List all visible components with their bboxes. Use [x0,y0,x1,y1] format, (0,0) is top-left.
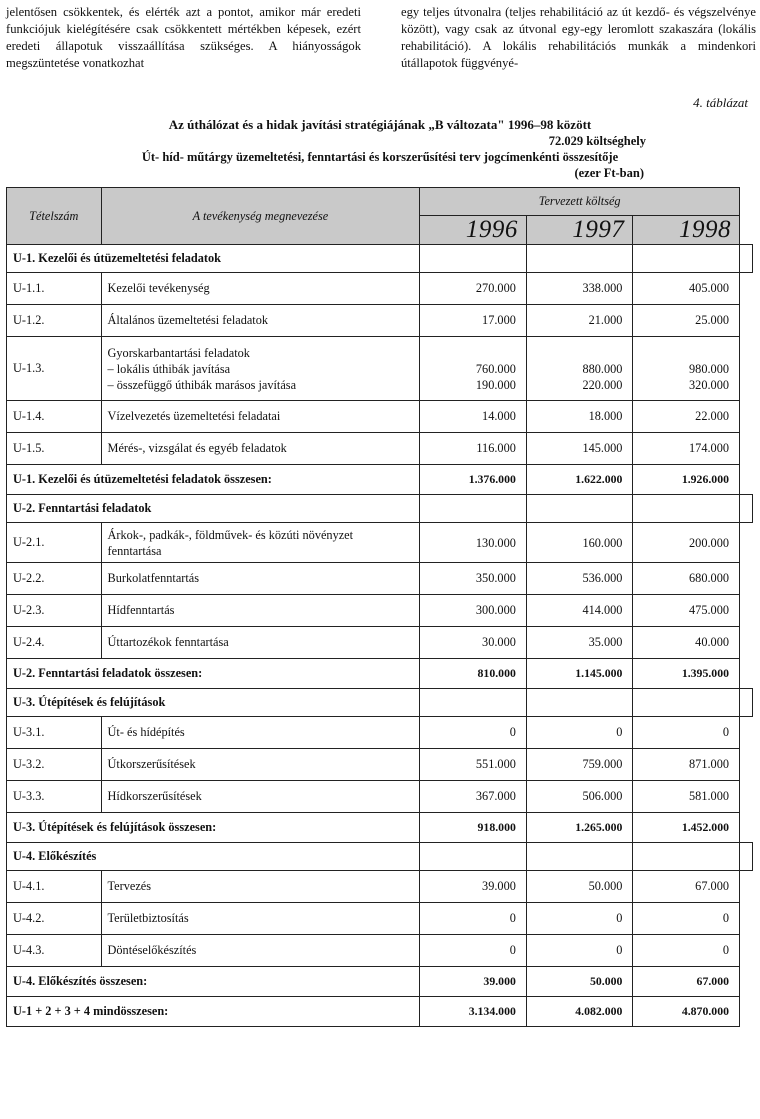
total-value: 1.145.000 [526,659,633,689]
section-header-row [7,689,753,717]
cost-value: 0 [509,942,516,957]
table-row [7,717,753,749]
activity-name [101,563,420,595]
cost-value: 0 [722,942,729,957]
total-label: U-1. Kezelői és útüzemeltetési feladatok összesen: [7,465,420,495]
cost-value: 25.000 [695,312,729,327]
activity-name [101,273,420,305]
cost-value: 0 [722,910,729,925]
header-activity: A tevékenység megnevezése [101,188,420,245]
section-total-row [7,967,753,997]
table-row [7,871,753,903]
item-code: U-1.3. [7,337,102,401]
item-code: U-3.3. [7,781,102,813]
cost-cell [633,337,740,401]
cost-value: 200.000 [689,535,729,550]
cost-cell [420,523,527,563]
cost-value: 581.000 [689,788,729,803]
table-body [7,245,753,1027]
cost-cell [420,935,527,967]
activity-line: Burkolatfenntartás [107,571,200,585]
cost-cell [526,305,633,337]
cost-cell [420,781,527,813]
table-title: Az úthálózat és a hidak javítási stratégiájának „B változata" 1996–98 között [168,117,592,132]
item-code: U-2.1. [7,523,102,563]
table-row [7,523,753,563]
header-year: 1997 [526,216,633,245]
cost-cell [526,337,633,401]
grand-total-row [7,997,753,1027]
empty-cell [740,689,753,717]
cost-cell [420,595,527,627]
cost-cell [633,903,740,935]
activity-name [101,935,420,967]
empty-cell [526,843,633,871]
cost-cell [633,627,740,659]
cost-cell [526,717,633,749]
cost-value: 17.000 [482,312,516,327]
header-item: Tételszám [7,188,102,245]
item-code: U-4.1. [7,871,102,903]
grand-total-value: 3.134.000 [420,997,527,1027]
activity-line: Döntéselőkészítés [107,943,197,957]
cost-cell [633,273,740,305]
cost-value [639,345,729,361]
table-row [7,433,753,465]
body-text [6,4,756,72]
activity-line: Kezelői tevékenység [107,281,210,295]
cost-value: 220.000 [582,377,623,392]
cost-cell [420,305,527,337]
text-column-right [401,4,756,72]
cost-cell [526,273,633,305]
total-value: 810.000 [420,659,527,689]
section-title: U-1. Kezelői és útüzemeltetési feladatok [7,245,420,273]
cost-cell [420,903,527,935]
cost-value: 475.000 [689,602,729,617]
cost-value: 160.000 [582,535,623,550]
cost-value: 551.000 [475,756,516,771]
paragraph-left: jelentősen csökkentek, és elérték azt a pontot, amikor már eredeti funkciójuk kielégítésére csak csökkentett mértékben képesek, ezért eredeti állapotuk visszaállítása szükséges. A hiányosságok megszüntetése vonatkozhat [6,5,361,70]
item-code: U-2.3. [7,595,102,627]
total-value: 918.000 [420,813,527,843]
cost-value: 0 [509,724,516,739]
activity-name [101,871,420,903]
header-year: 1996 [420,216,527,245]
activity-name [101,595,420,627]
section-title: U-2. Fenntartási feladatok [7,495,420,523]
cost-value: 39.000 [482,878,516,893]
activity-name [101,305,420,337]
grand-total-label: U-1 + 2 + 3 + 4 mindösszesen: [7,997,420,1027]
paragraph-right: egy teljes útvonalra (teljes rehabilitáció az út kezdő- és végszelvénye között), vagy csak az útvonal egy-egy leromlott szakaszára (lokális rehabilitáció). A lokális rehabilitációs munkák a mindenkori útállapotok függvényé- [401,5,756,70]
cost-value: 980.000 [689,361,729,376]
cost-cell [633,717,740,749]
cost-value: 880.000 [582,361,623,376]
cost-cell [420,717,527,749]
empty-cell [740,245,753,273]
activity-name [101,627,420,659]
empty-cell [420,843,527,871]
item-code: U-3.2. [7,749,102,781]
activity-name [101,433,420,465]
cost-cell [633,749,740,781]
activity-line: Út- és hídépítés [107,725,185,739]
activity-line: – összefüggő úthibák marásos javítása [107,377,297,392]
total-value: 1.395.000 [633,659,740,689]
activity-line: Hídfenntartás [107,603,175,617]
cost-value: 18.000 [588,408,623,423]
cost-cell [526,563,633,595]
table-row [7,749,753,781]
activity-line: fenntartása [107,543,162,558]
section-header-row [7,843,753,871]
table-row [7,595,753,627]
cost-value: 414.000 [582,602,623,617]
empty-cell [740,843,753,871]
cost-value: 145.000 [582,440,623,455]
item-code: U-1.4. [7,401,102,433]
activity-line: Árkok-, padkák-, földművek- és közúti növényzet [107,527,354,542]
empty-cell [526,245,633,273]
activity-name [101,337,420,401]
item-code: U-3.1. [7,717,102,749]
cost-cell [420,871,527,903]
cost-cell [526,903,633,935]
cost-cell [633,563,740,595]
cost-value: 130.000 [475,535,516,550]
section-total-row [7,465,753,495]
cost-value: 536.000 [582,570,623,585]
cost-cell [420,433,527,465]
text-column-left [6,4,361,72]
cost-value: 22.000 [695,408,729,423]
section-total-row [7,659,753,689]
cost-value: 338.000 [582,280,623,295]
table-row [7,273,753,305]
cost-cell [420,401,527,433]
total-label: U-4. Előkészítés összesen: [7,967,420,997]
activity-line: Hídkorszerűsítések [107,789,202,803]
cost-cell [633,595,740,627]
cost-value: 0 [616,910,623,925]
header-year: 1998 [633,216,740,245]
cost-value: 506.000 [582,788,623,803]
activity-line: Területbiztosítás [107,911,189,925]
total-value: 67.000 [633,967,740,997]
cost-value: 759.000 [582,756,623,771]
activity-line: Útkorszerűsítések [107,757,196,771]
table-unit: (ezer Ft-ban) [574,166,644,180]
cost-value: 67.000 [695,878,729,893]
total-label: U-3. Útépítések és felújítások összesen: [7,813,420,843]
cost-value: 21.000 [588,312,623,327]
table-row [7,903,753,935]
cost-cell [633,523,740,563]
cost-value [533,345,623,361]
cost-value: 760.000 [475,361,516,376]
activity-line: Tervezés [107,879,152,893]
cost-value: 270.000 [475,280,516,295]
empty-cell [633,245,740,273]
cost-cell [420,563,527,595]
cost-cell [633,433,740,465]
cost-cell [526,595,633,627]
cost-value: 116.000 [476,440,516,455]
table-row [7,337,753,401]
cost-value: 0 [616,942,623,957]
activity-line: Általános üzemeltetési feladatok [107,313,269,327]
header-planned-cost: Tervezett költség [420,188,740,216]
total-value: 1.452.000 [633,813,740,843]
activity-line: Vízelvezetés üzemeltetési feladatai [107,409,281,423]
empty-cell [740,495,753,523]
cost-cell [633,305,740,337]
table-row [7,627,753,659]
cost-value: 300.000 [475,602,516,617]
total-value: 50.000 [526,967,633,997]
cost-cell [526,627,633,659]
cost-cell [526,871,633,903]
cost-value: 190.000 [475,377,516,392]
item-code: U-1.1. [7,273,102,305]
grand-total-value: 4.082.000 [526,997,633,1027]
table-number: 4. táblázat [693,95,748,110]
total-value: 1.926.000 [633,465,740,495]
cost-value: 320.000 [689,377,729,392]
cost-cell [526,781,633,813]
item-code: U-2.4. [7,627,102,659]
cost-cell [420,627,527,659]
cost-cell [420,749,527,781]
table-row [7,935,753,967]
cost-value: 0 [509,910,516,925]
cost-value: 40.000 [695,634,729,649]
cost-value: 14.000 [482,408,516,423]
activity-name [101,523,420,563]
cost-value: 405.000 [689,280,729,295]
cost-value: 174.000 [689,440,729,455]
item-code: U-1.5. [7,433,102,465]
empty-cell [526,495,633,523]
empty-cell [420,245,527,273]
activity-line: – lokális úthibák javítása [107,361,231,376]
table-row [7,563,753,595]
cost-value: 30.000 [482,634,516,649]
activity-name [101,717,420,749]
cost-value: 50.000 [588,878,623,893]
table-row [7,401,753,433]
cost-value: 35.000 [588,634,623,649]
cost-cell [420,337,527,401]
activity-line: Gyorskarbantartási feladatok [107,345,250,360]
table-subtitle: 72.029 költséghely [548,134,646,148]
section-title: U-4. Előkészítés [7,843,420,871]
item-code: U-4.3. [7,935,102,967]
cost-value: 871.000 [689,756,729,771]
item-code: U-4.2. [7,903,102,935]
cost-value: 367.000 [475,788,516,803]
cost-cell [526,523,633,563]
empty-cell [420,689,527,717]
item-code: U-1.2. [7,305,102,337]
cost-value: 350.000 [475,570,516,585]
cost-cell [526,433,633,465]
section-header-row [7,245,753,273]
cost-value: 0 [722,724,729,739]
item-code: U-2.2. [7,563,102,595]
empty-cell [420,495,527,523]
cost-cell [420,273,527,305]
cost-cell [526,935,633,967]
empty-cell [633,843,740,871]
section-total-row [7,813,753,843]
cost-cell [633,871,740,903]
activity-name [101,749,420,781]
activity-name [101,401,420,433]
cost-cell [526,749,633,781]
activity-name [101,903,420,935]
activity-line: Mérés-, vizsgálat és egyéb feladatok [107,441,287,455]
activity-line: Úttartozékok fenntartása [107,635,229,649]
total-value: 39.000 [420,967,527,997]
total-label: U-2. Fenntartási feladatok összesen: [7,659,420,689]
section-header-row [7,495,753,523]
cost-table [6,187,753,1027]
cost-cell [526,401,633,433]
cost-value: 680.000 [689,570,729,585]
table-description: Út- híd- műtárgy üzemeltetési, fenntartási és korszerűsítési terv jogcímenkénti összesítője [141,150,619,164]
empty-cell [526,689,633,717]
cost-value [426,345,516,361]
total-value: 1.265.000 [526,813,633,843]
table-row [7,305,753,337]
cost-cell [633,401,740,433]
empty-cell [633,495,740,523]
empty-cell [633,689,740,717]
table-row [7,781,753,813]
cost-value: 0 [616,724,623,739]
grand-total-value: 4.870.000 [633,997,740,1027]
activity-name [101,781,420,813]
total-value: 1.376.000 [420,465,527,495]
section-title: U-3. Útépítések és felújítások [7,689,420,717]
cost-cell [633,935,740,967]
cost-cell [633,781,740,813]
total-value: 1.622.000 [526,465,633,495]
